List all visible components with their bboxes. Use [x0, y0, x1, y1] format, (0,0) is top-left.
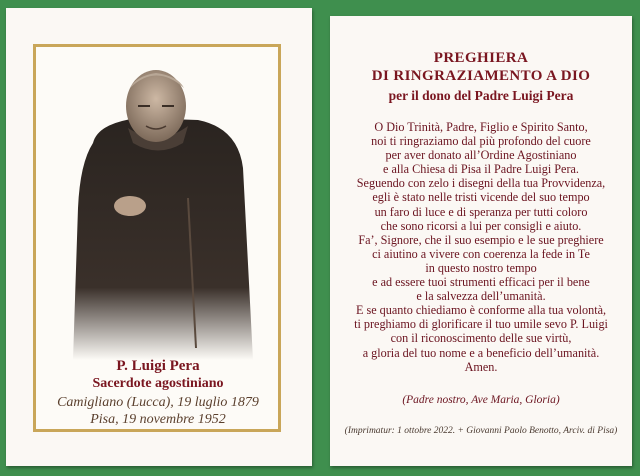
prayer-line: ci aiutino a vivere con coerenza la fede in Te	[372, 246, 590, 261]
prayer-line: Fa’, Signore, che il suo esempio e le sue preghiere	[358, 232, 604, 247]
prayer-closing: (Padre nostro, Ave Maria, Gloria)	[402, 394, 560, 406]
prayer-line: con il riconoscimento delle sue virtù,	[390, 331, 572, 346]
prayer-title-line2: DI RINGRAZIAMENTO A DIO	[371, 68, 591, 84]
death-info: Pisa, 19 novembre 1952	[90, 412, 226, 427]
prayer-line: in questo nostro tempo	[425, 260, 537, 275]
holy-card-front	[6, 8, 312, 466]
prayer-line: per aver donato all’Ordine Agostiniano	[385, 148, 577, 163]
prayer-title-line3: per il dono del Padre Luigi Pera	[388, 88, 574, 103]
prayer-line: a gloria del tuo nome e a beneficio dell’umanità.	[362, 345, 600, 360]
prayer-line: E se quanto chiediamo è conforme alla tua volontà,	[355, 303, 607, 318]
prayer-line: O Dio Trinità, Padre, Figlio e Spirito Santo,	[374, 120, 588, 134]
priest-name: P. Luigi Pera	[116, 358, 200, 374]
prayer-line: ti preghiamo di glorificare il tuo umile sevo P. Luigi	[354, 317, 608, 332]
prayer-line: noi ti ringraziamo dal più profondo del cuore	[371, 134, 591, 149]
priest-subtitle: Sacerdote agostiniano	[92, 376, 224, 391]
imprimatur-note: (Imprimatur: 1 ottobre 2022. + Giovanni Paolo Benotto, Arciv. di Pisa)	[344, 426, 618, 436]
prayer-line: e la salvezza dell’umanità.	[416, 289, 546, 304]
prayer-line: Amen.	[464, 359, 498, 374]
prayer-line: Seguendo con zelo i disegni della tua Provvidenza,	[356, 176, 606, 191]
prayer-line: egli è stato nelle tristi vicende del suo tempo	[372, 190, 590, 205]
portrait-photo	[38, 48, 278, 360]
prayer-line: un faro di luce e di speranza per tutti coloro	[374, 204, 588, 219]
prayer-text	[338, 120, 624, 374]
prayer-line: e alla Chiesa di Pisa il Padre Luigi Pera.	[383, 162, 579, 177]
holy-card-back	[330, 16, 632, 466]
birth-info: Camigliano (Lucca), 19 luglio 1879	[57, 395, 259, 410]
prayer-title-line1: PREGHIERA	[433, 50, 529, 66]
prayer-line: che sono ricorsi a lui per consigli e aiuto.	[380, 218, 582, 233]
prayer-line: e ad essere tuoi strumenti efficaci per il bene	[372, 275, 590, 290]
